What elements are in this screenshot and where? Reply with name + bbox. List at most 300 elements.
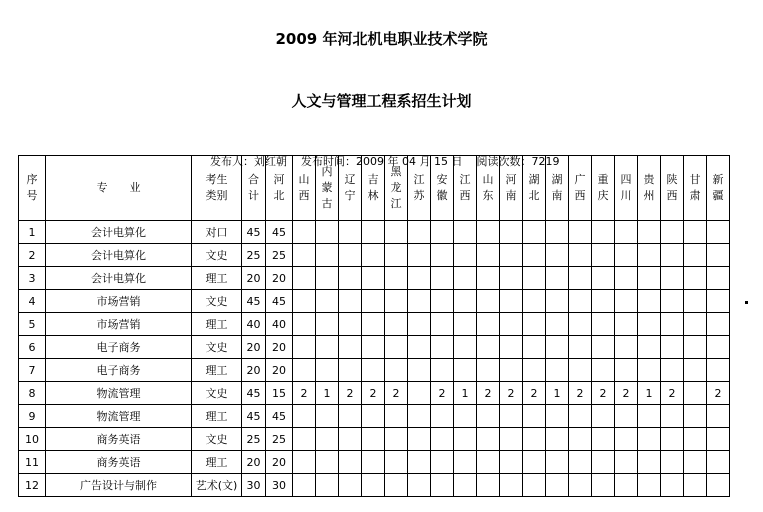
cell-seq: 9	[19, 405, 46, 428]
cell-province-quota	[546, 313, 569, 336]
cell-category: 理工	[192, 359, 242, 382]
cell-province-quota	[293, 313, 316, 336]
cell-province-quota	[431, 359, 454, 382]
cell-province-quota: 1	[546, 382, 569, 405]
table-row	[19, 244, 730, 267]
cell-province-quota	[523, 267, 546, 290]
cell-province-quota	[638, 267, 661, 290]
col-header-province: 湖 南	[546, 156, 569, 221]
cell-total: 25	[242, 244, 266, 267]
cell-province-quota	[339, 405, 362, 428]
cell-province-quota	[339, 290, 362, 313]
cell-province-quota	[592, 313, 615, 336]
cell-province-quota	[431, 428, 454, 451]
cell-province-quota	[707, 267, 730, 290]
cell-province-quota	[638, 313, 661, 336]
cell-province-quota	[408, 428, 431, 451]
cell-major: 电子商务	[46, 336, 192, 359]
cell-category: 文史	[192, 290, 242, 313]
col-header-province: 湖 北	[523, 156, 546, 221]
cell-seq: 10	[19, 428, 46, 451]
cell-province-quota	[615, 267, 638, 290]
cell-province-quota	[293, 290, 316, 313]
stray-dot	[745, 301, 748, 304]
cell-province-quota: 2	[477, 382, 500, 405]
cell-province-quota	[638, 428, 661, 451]
cell-province-quota	[592, 290, 615, 313]
cell-province-quota	[684, 244, 707, 267]
cell-province-quota: 2	[293, 382, 316, 405]
cell-province-quota	[546, 221, 569, 244]
cell-province-quota	[431, 451, 454, 474]
cell-province-quota: 2	[339, 382, 362, 405]
cell-seq: 6	[19, 336, 46, 359]
cell-province-quota	[592, 474, 615, 497]
cell-province-quota	[408, 267, 431, 290]
cell-province-quota: 2	[707, 382, 730, 405]
cell-province-quota	[385, 474, 408, 497]
cell-province-quota	[362, 313, 385, 336]
cell-province-quota	[454, 244, 477, 267]
cell-province-quota	[546, 359, 569, 382]
cell-province-quota	[339, 244, 362, 267]
cell-province-quota	[431, 221, 454, 244]
cell-category: 文史	[192, 428, 242, 451]
cell-hebei: 25	[266, 244, 293, 267]
cell-province-quota	[385, 451, 408, 474]
cell-province-quota	[293, 405, 316, 428]
page-title: 2009 年河北机电职业技术学院	[275, 30, 488, 48]
cell-total: 20	[242, 359, 266, 382]
cell-province-quota	[500, 428, 523, 451]
cell-province-quota: 2	[615, 382, 638, 405]
cell-province-quota	[339, 474, 362, 497]
cell-total: 40	[242, 313, 266, 336]
cell-province-quota	[316, 313, 339, 336]
cell-major: 商务英语	[46, 451, 192, 474]
cell-hebei: 45	[266, 221, 293, 244]
cell-province-quota	[362, 428, 385, 451]
cell-total: 45	[242, 382, 266, 405]
cell-province-quota	[385, 244, 408, 267]
cell-province-quota	[707, 451, 730, 474]
cell-province-quota	[385, 405, 408, 428]
cell-category: 文史	[192, 244, 242, 267]
cell-province-quota	[454, 428, 477, 451]
cell-province-quota	[431, 474, 454, 497]
cell-province-quota	[408, 290, 431, 313]
cell-province-quota	[569, 405, 592, 428]
cell-major: 市场营销	[46, 313, 192, 336]
cell-province-quota	[362, 474, 385, 497]
enrollment-plan-table	[18, 155, 730, 497]
cell-total: 20	[242, 451, 266, 474]
cell-province-quota	[707, 221, 730, 244]
col-header-province: 四 川	[615, 156, 638, 221]
cell-province-quota	[431, 313, 454, 336]
cell-province-quota	[362, 290, 385, 313]
col-header-province: 黑 龙 江	[385, 156, 408, 221]
table-row	[19, 267, 730, 290]
cell-province-quota	[293, 221, 316, 244]
cell-major: 会计电算化	[46, 221, 192, 244]
cell-seq: 4	[19, 290, 46, 313]
cell-province-quota	[569, 244, 592, 267]
cell-province-quota	[316, 359, 339, 382]
cell-province-quota	[385, 428, 408, 451]
cell-province-quota	[477, 221, 500, 244]
cell-province-quota: 2	[362, 382, 385, 405]
cell-province-quota	[362, 405, 385, 428]
cell-province-quota	[454, 221, 477, 244]
cell-hebei: 25	[266, 428, 293, 451]
cell-province-quota	[615, 428, 638, 451]
cell-province-quota	[362, 359, 385, 382]
cell-province-quota	[316, 428, 339, 451]
cell-province-quota	[500, 451, 523, 474]
cell-province-quota	[638, 405, 661, 428]
table-row	[19, 428, 730, 451]
col-header-province: 陕 西	[661, 156, 684, 221]
cell-province-quota	[569, 428, 592, 451]
cell-province-quota	[638, 359, 661, 382]
cell-major: 物流管理	[46, 405, 192, 428]
col-header-province: 吉 林	[362, 156, 385, 221]
cell-province-quota	[615, 474, 638, 497]
cell-province-quota	[638, 451, 661, 474]
cell-province-quota	[477, 244, 500, 267]
col-header-province: 安 徽	[431, 156, 454, 221]
cell-province-quota	[615, 244, 638, 267]
cell-total: 45	[242, 290, 266, 313]
cell-province-quota	[661, 474, 684, 497]
col-header-province: 广 西	[569, 156, 592, 221]
cell-province-quota	[546, 336, 569, 359]
cell-province-quota	[293, 267, 316, 290]
cell-province-quota	[385, 336, 408, 359]
cell-province-quota: 2	[385, 382, 408, 405]
col-header-province: 贵 州	[638, 156, 661, 221]
cell-province-quota	[454, 474, 477, 497]
cell-province-quota	[500, 474, 523, 497]
cell-province-quota	[477, 267, 500, 290]
cell-province-quota	[454, 451, 477, 474]
cell-province-quota	[707, 474, 730, 497]
cell-province-quota	[684, 359, 707, 382]
cell-province-quota	[454, 405, 477, 428]
cell-province-quota	[661, 244, 684, 267]
cell-province-quota	[523, 428, 546, 451]
cell-province-quota	[615, 451, 638, 474]
table-body	[19, 221, 730, 497]
cell-seq: 8	[19, 382, 46, 405]
cell-province-quota	[569, 221, 592, 244]
cell-province-quota	[546, 290, 569, 313]
col-header-province: 新 疆	[707, 156, 730, 221]
cell-province-quota	[500, 359, 523, 382]
cell-province-quota	[569, 313, 592, 336]
col-header-total: 合 计	[242, 156, 266, 221]
cell-province-quota	[638, 244, 661, 267]
cell-province-quota	[684, 451, 707, 474]
cell-province-quota	[661, 290, 684, 313]
cell-province-quota	[316, 244, 339, 267]
table-row	[19, 451, 730, 474]
cell-province-quota	[316, 474, 339, 497]
cell-province-quota	[385, 221, 408, 244]
cell-province-quota	[684, 428, 707, 451]
cell-province-quota	[569, 474, 592, 497]
cell-province-quota	[408, 451, 431, 474]
cell-major: 会计电算化	[46, 244, 192, 267]
cell-category: 艺术(文)	[192, 474, 242, 497]
cell-province-quota	[684, 405, 707, 428]
cell-province-quota	[316, 336, 339, 359]
cell-province-quota	[477, 474, 500, 497]
cell-province-quota	[661, 336, 684, 359]
cell-province-quota	[431, 405, 454, 428]
cell-province-quota	[408, 405, 431, 428]
cell-province-quota	[523, 313, 546, 336]
col-header-category: 考生 类别	[192, 156, 242, 221]
cell-province-quota	[431, 267, 454, 290]
cell-province-quota	[546, 405, 569, 428]
cell-province-quota	[339, 221, 362, 244]
cell-province-quota	[385, 359, 408, 382]
cell-province-quota	[316, 405, 339, 428]
page-subtitle: 人文与管理工程系招生计划	[291, 92, 472, 110]
cell-province-quota	[661, 451, 684, 474]
cell-province-quota	[339, 451, 362, 474]
cell-province-quota	[661, 428, 684, 451]
cell-province-quota	[454, 313, 477, 336]
cell-province-quota	[293, 451, 316, 474]
cell-province-quota	[638, 474, 661, 497]
cell-province-quota	[454, 267, 477, 290]
cell-hebei: 20	[266, 359, 293, 382]
cell-province-quota	[615, 405, 638, 428]
cell-province-quota	[546, 474, 569, 497]
cell-province-quota	[500, 221, 523, 244]
cell-province-quota	[385, 267, 408, 290]
cell-province-quota	[615, 313, 638, 336]
cell-province-quota	[707, 313, 730, 336]
cell-province-quota	[454, 359, 477, 382]
view-count: 阅读次数：7219	[476, 155, 560, 168]
cell-total: 45	[242, 405, 266, 428]
cell-province-quota	[707, 428, 730, 451]
cell-total: 30	[242, 474, 266, 497]
cell-province-quota	[615, 221, 638, 244]
cell-province-quota	[523, 474, 546, 497]
cell-province-quota	[339, 359, 362, 382]
cell-province-quota	[454, 290, 477, 313]
cell-province-quota	[523, 359, 546, 382]
cell-province-quota	[546, 244, 569, 267]
col-header-province: 河 南	[500, 156, 523, 221]
cell-province-quota	[615, 359, 638, 382]
cell-province-quota	[707, 405, 730, 428]
cell-province-quota	[477, 451, 500, 474]
table-row	[19, 382, 730, 405]
cell-seq: 2	[19, 244, 46, 267]
cell-province-quota	[569, 359, 592, 382]
cell-province-quota	[684, 290, 707, 313]
cell-province-quota: 2	[500, 382, 523, 405]
table-row	[19, 359, 730, 382]
cell-seq: 7	[19, 359, 46, 382]
cell-province-quota	[477, 359, 500, 382]
col-header-province: 重 庆	[592, 156, 615, 221]
cell-province-quota	[339, 267, 362, 290]
cell-province-quota	[638, 290, 661, 313]
cell-province-quota	[684, 267, 707, 290]
cell-total: 45	[242, 221, 266, 244]
cell-province-quota	[684, 382, 707, 405]
cell-province-quota	[454, 336, 477, 359]
cell-province-quota	[592, 336, 615, 359]
cell-province-quota	[339, 313, 362, 336]
cell-category: 对口	[192, 221, 242, 244]
cell-province-quota	[569, 336, 592, 359]
cell-province-quota	[408, 313, 431, 336]
cell-hebei: 30	[266, 474, 293, 497]
cell-province-quota: 2	[431, 382, 454, 405]
cell-category: 理工	[192, 313, 242, 336]
cell-major: 物流管理	[46, 382, 192, 405]
cell-province-quota	[362, 221, 385, 244]
cell-province-quota	[661, 359, 684, 382]
cell-category: 文史	[192, 336, 242, 359]
cell-province-quota	[592, 405, 615, 428]
cell-major: 电子商务	[46, 359, 192, 382]
col-header-province: 江 西	[454, 156, 477, 221]
cell-hebei: 15	[266, 382, 293, 405]
table-row	[19, 221, 730, 244]
cell-province-quota	[385, 313, 408, 336]
col-header-hebei: 河 北	[266, 156, 293, 221]
col-header-province: 山 东	[477, 156, 500, 221]
cell-province-quota	[684, 221, 707, 244]
cell-province-quota	[707, 359, 730, 382]
col-header-province: 内 蒙 古	[316, 156, 339, 221]
cell-major: 市场营销	[46, 290, 192, 313]
cell-province-quota	[638, 336, 661, 359]
cell-hebei: 45	[266, 290, 293, 313]
cell-seq: 11	[19, 451, 46, 474]
cell-province-quota	[408, 359, 431, 382]
cell-category: 文史	[192, 382, 242, 405]
cell-hebei: 45	[266, 405, 293, 428]
cell-province-quota: 1	[316, 382, 339, 405]
cell-total: 25	[242, 428, 266, 451]
cell-province-quota	[592, 244, 615, 267]
cell-category: 理工	[192, 451, 242, 474]
cell-province-quota	[592, 221, 615, 244]
cell-province-quota	[592, 451, 615, 474]
cell-major: 会计电算化	[46, 267, 192, 290]
cell-province-quota	[500, 313, 523, 336]
cell-province-quota	[362, 451, 385, 474]
cell-province-quota	[523, 290, 546, 313]
cell-province-quota	[431, 244, 454, 267]
cell-hebei: 20	[266, 267, 293, 290]
cell-province-quota	[661, 405, 684, 428]
cell-province-quota	[500, 267, 523, 290]
cell-province-quota	[431, 336, 454, 359]
publisher: 发布人：刘红朝	[210, 155, 287, 168]
cell-province-quota	[569, 451, 592, 474]
cell-province-quota	[523, 451, 546, 474]
cell-province-quota	[362, 244, 385, 267]
cell-seq: 3	[19, 267, 46, 290]
cell-province-quota	[408, 221, 431, 244]
cell-province-quota	[500, 244, 523, 267]
cell-province-quota	[546, 267, 569, 290]
cell-province-quota	[362, 336, 385, 359]
cell-province-quota	[293, 244, 316, 267]
cell-province-quota	[707, 336, 730, 359]
cell-province-quota	[477, 313, 500, 336]
cell-seq: 5	[19, 313, 46, 336]
cell-province-quota	[316, 267, 339, 290]
col-header-major: 专 业	[46, 156, 192, 221]
cell-province-quota	[684, 474, 707, 497]
cell-province-quota	[293, 428, 316, 451]
cell-province-quota	[661, 313, 684, 336]
col-header-province: 山 西	[293, 156, 316, 221]
cell-province-quota	[592, 428, 615, 451]
cell-province-quota	[477, 428, 500, 451]
cell-province-quota	[408, 336, 431, 359]
cell-province-quota	[592, 359, 615, 382]
cell-hebei: 20	[266, 336, 293, 359]
cell-province-quota	[293, 336, 316, 359]
table-row	[19, 290, 730, 313]
cell-province-quota	[385, 290, 408, 313]
col-header-seq: 序 号	[19, 156, 46, 221]
publish-time: 发布时间：2009 年 04 月 15 日	[301, 155, 463, 168]
table-row	[19, 405, 730, 428]
cell-total: 20	[242, 267, 266, 290]
cell-province-quota	[500, 336, 523, 359]
cell-province-quota	[546, 451, 569, 474]
cell-province-quota	[592, 267, 615, 290]
cell-province-quota: 1	[454, 382, 477, 405]
cell-province-quota	[293, 474, 316, 497]
cell-province-quota	[523, 244, 546, 267]
cell-province-quota	[316, 221, 339, 244]
col-header-province: 辽 宁	[339, 156, 362, 221]
cell-province-quota	[316, 451, 339, 474]
cell-province-quota: 2	[569, 382, 592, 405]
cell-hebei: 40	[266, 313, 293, 336]
table-row	[19, 313, 730, 336]
cell-province-quota	[408, 382, 431, 405]
cell-province-quota	[500, 290, 523, 313]
cell-province-quota	[431, 290, 454, 313]
cell-province-quota	[500, 405, 523, 428]
cell-province-quota: 2	[592, 382, 615, 405]
cell-province-quota	[316, 290, 339, 313]
cell-province-quota	[523, 336, 546, 359]
cell-province-quota	[477, 405, 500, 428]
header-row	[19, 156, 730, 221]
cell-hebei: 20	[266, 451, 293, 474]
cell-province-quota	[569, 290, 592, 313]
cell-province-quota	[546, 428, 569, 451]
cell-province-quota	[408, 244, 431, 267]
